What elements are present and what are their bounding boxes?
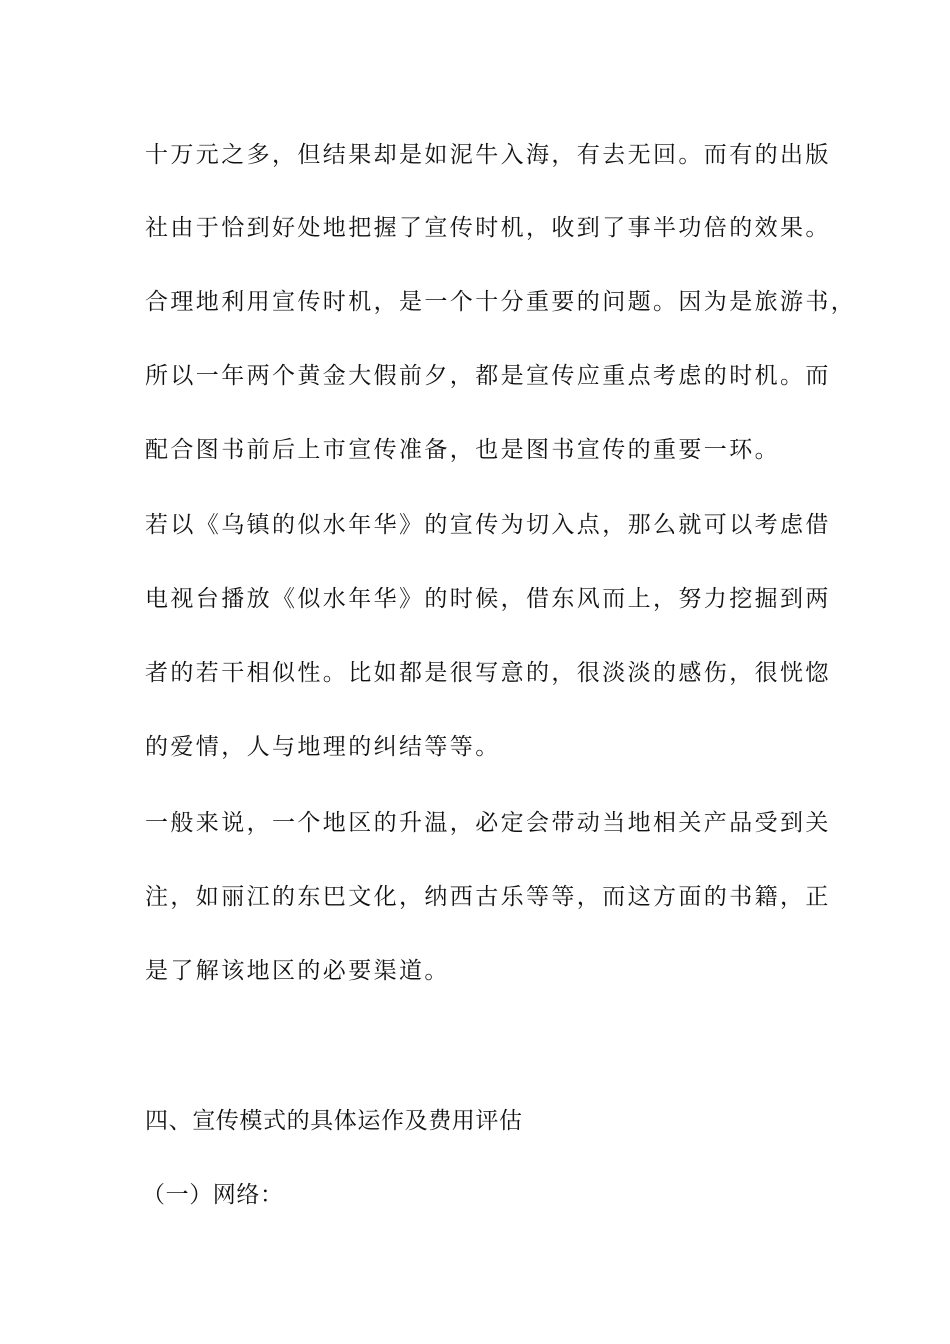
- paragraph-line-10: 一般来说，一个地区的升温，必定会带动当地相关产品受到关: [145, 810, 831, 836]
- paragraph-line-5: 配合图书前后上市宣传准备，也是图书宣传的重要一环。: [145, 437, 780, 463]
- subsection-heading: （一）网络：: [142, 1182, 284, 1208]
- paragraph-line-2: 社由于恰到好处地把握了宣传时机，收到了事半功倍的效果。: [145, 215, 831, 241]
- paragraph-line-8: 者的若干相似性。比如都是很写意的，很淡淡的感伤，很恍惚: [145, 660, 831, 686]
- paragraph-line-12: 是了解该地区的必要渠道。: [145, 958, 450, 984]
- paragraph-line-7: 电视台播放《似水年华》的时候，借东风而上，努力挖掘到两: [145, 586, 831, 612]
- paragraph-line-4: 所以一年两个黄金大假前夕，都是宣传应重点考虑的时机。而: [145, 363, 831, 389]
- paragraph-line-6: 若以《乌镇的似水年华》的宣传为切入点，那么就可以考虑借: [145, 512, 831, 538]
- section-heading: 四、宣传模式的具体运作及费用评估: [145, 1108, 523, 1134]
- paragraph-line-11: 注，如丽江的东巴文化，纳西古乐等等，而这方面的书籍，正: [145, 884, 831, 910]
- paragraph-line-3: 合理地利用宣传时机，是一个十分重要的问题。因为是旅游书，: [145, 289, 857, 315]
- paragraph-line-1: 十万元之多，但结果却是如泥牛入海，有去无回。而有的出版: [145, 142, 831, 168]
- paragraph-line-9: 的爱情，人与地理的纠结等等。: [145, 734, 501, 760]
